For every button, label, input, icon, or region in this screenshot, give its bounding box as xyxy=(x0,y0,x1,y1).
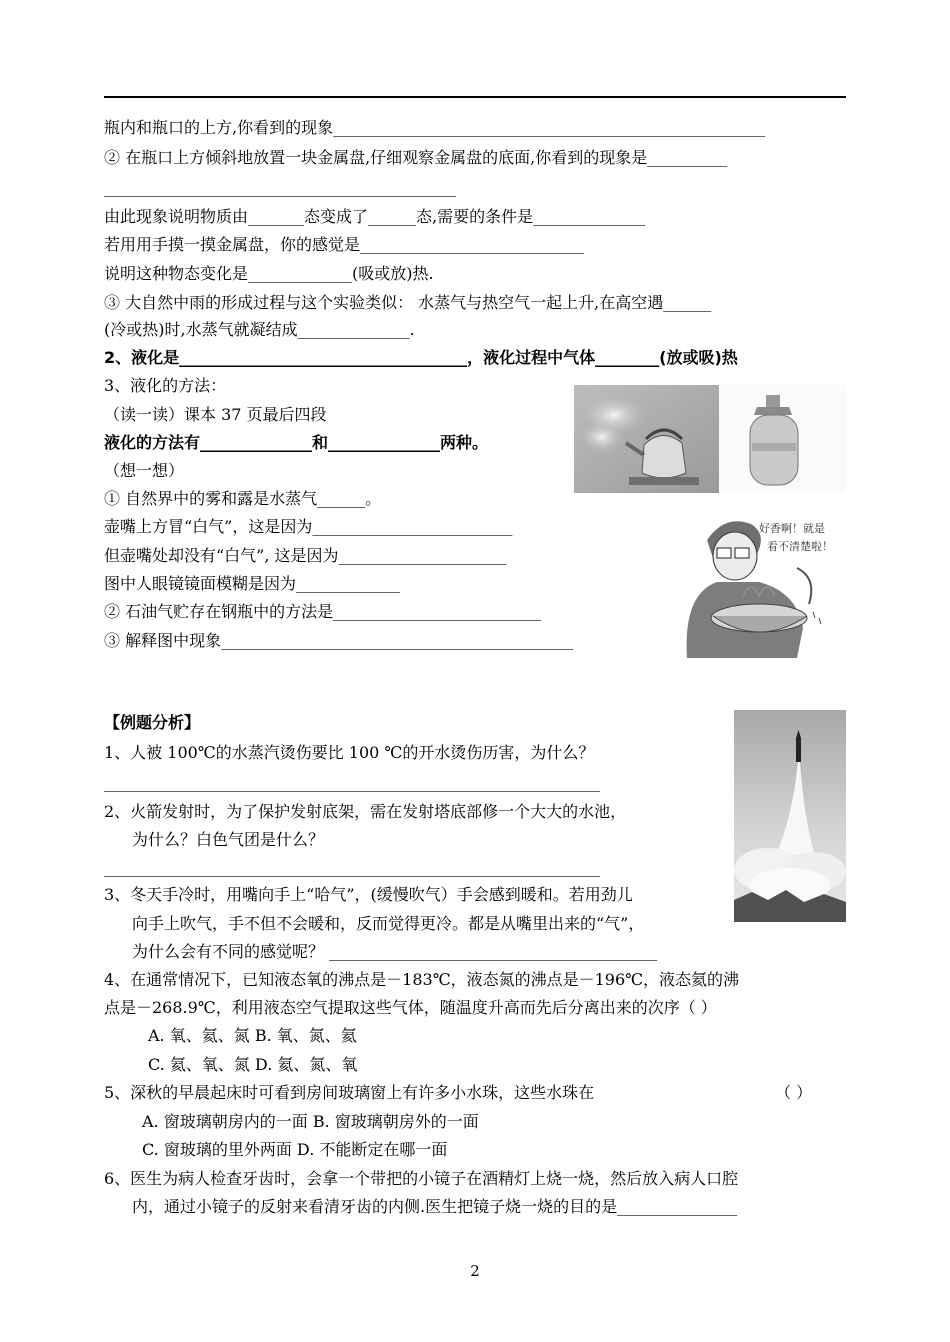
text-line: 说明这种物态变化是_____________(吸或放)热. xyxy=(104,264,434,283)
text-line: 6、医生为病人检查牙齿时，会拿一个带把的小镜子在酒精灯上烧一烧，然后放入病人口腔 xyxy=(104,1169,739,1188)
text-line: （想一想） xyxy=(104,461,185,480)
page-number: 2 xyxy=(470,1262,480,1280)
text-line: 由此现象说明物质由_______态变成了______态,需要的条件是______________ xyxy=(104,207,646,226)
text-line: 图中人眼镜镜面模糊是因为_____________ xyxy=(104,574,401,593)
cartoon-caption-line: 好香啊！就是 xyxy=(759,522,825,535)
text-line: (冷或热)时,水蒸气就凝结成______________. xyxy=(104,320,415,339)
question-heading: 2、液化是____________________________________，液化过程中气体________(放或吸)热 xyxy=(104,348,738,367)
text-line: 3、液化的方法： xyxy=(104,376,227,395)
text-line: ____________________________________________ xyxy=(104,178,456,197)
text-line: 3、冬天手冷时，用嘴向手上“哈气”，(缓慢吹气）手会感到暖和。若用劲儿 xyxy=(104,885,633,904)
steam-glasses-cartoon xyxy=(647,508,847,662)
text-line: 向手上吹气，手不但不会暖和，反而觉得更冷。都是从嘴里出来的“气”， xyxy=(132,914,645,933)
text-line: ② 石油气贮存在钢瓶中的方法是__________________________ xyxy=(104,602,542,621)
text-line: ③ 解释图中现象____________________________________________ xyxy=(104,631,574,650)
kettle-gas-cylinder-photo xyxy=(574,385,846,493)
text-line: 1、人被 100℃的水蒸汽烫伤要比 100 ℃的开水烫伤历害，为什么？ xyxy=(104,743,595,762)
answer-line: ______________________________________________________________ xyxy=(104,773,600,792)
header-rule xyxy=(104,96,846,98)
rocket-launch-photo xyxy=(734,710,846,922)
text-line: 若用用手摸一摸金属盘，你的感觉是____________________________ xyxy=(104,235,585,254)
text-line: （读一读）课本 37 页最后四段 xyxy=(104,405,327,424)
text-line: 5、深秋的早晨起床时可看到房间玻璃窗上有许多小水珠，这些水珠在 xyxy=(104,1083,595,1102)
cartoon-caption-line: 看不清楚啦！ xyxy=(767,540,833,553)
text-line: ① 自然界中的雾和露是水蒸气______。 xyxy=(104,489,382,508)
text-line: ③ 大自然中雨的形成过程与这个实验类似： 水蒸气与热空气一起上升,在高空遇______ xyxy=(104,293,712,312)
text-line: 为什么会有不同的感觉呢？ _________________________________________ xyxy=(132,942,658,961)
choice-line: C. 氦、氧、氮 D. 氦、氮、氧 xyxy=(148,1055,358,1074)
choice-line: C. 窗玻璃的里外两面 D. 不能断定在哪一面 xyxy=(142,1140,448,1159)
section-title: 【例题分析】 xyxy=(104,713,201,732)
text-line: 为什么？白色气团是什么？ xyxy=(132,830,325,849)
choice-line: A. 氧、氦、氮 B. 氧、氮、氦 xyxy=(148,1026,357,1045)
text-line: 内，通过小镜子的反射来看清牙齿的内侧.医生把镜子烧一烧的目的是_______________ xyxy=(132,1197,738,1216)
text-line: 2、火箭发射时，为了保护发射底架，需在发射塔底部修一个大大的水池， xyxy=(104,802,627,821)
text-line: 但壶嘴处却没有“白气”, 这是因为_____________________ xyxy=(104,546,507,565)
answer-bracket: （ ） xyxy=(775,1083,813,1102)
question-heading: 液化的方法有______________和______________两种。 xyxy=(104,433,489,452)
text-line: 4、在通常情况下，已知液态氧的沸点是－183℃，液态氮的沸点是－196℃，液态氦的沸 xyxy=(104,970,740,989)
text-line: 点是－268.9℃，利用液态空气提取这些气体，随温度升高而先后分离出来的次序（ ） xyxy=(104,998,717,1017)
choice-line: A. 窗玻璃朝房内的一面 B. 窗玻璃朝房外的一面 xyxy=(142,1112,479,1131)
text-line: ② 在瓶口上方倾斜地放置一块金属盘,仔细观察金属盘的底面,你看到的现象是__________ xyxy=(104,148,728,167)
text-line: 壶嘴上方冒“白气”，这是因为_________________________ xyxy=(104,517,513,536)
text-line: 瓶内和瓶口的上方,你看到的现象______________________________________________________ xyxy=(104,118,766,137)
answer-line: ______________________________________________________________ xyxy=(104,858,600,877)
